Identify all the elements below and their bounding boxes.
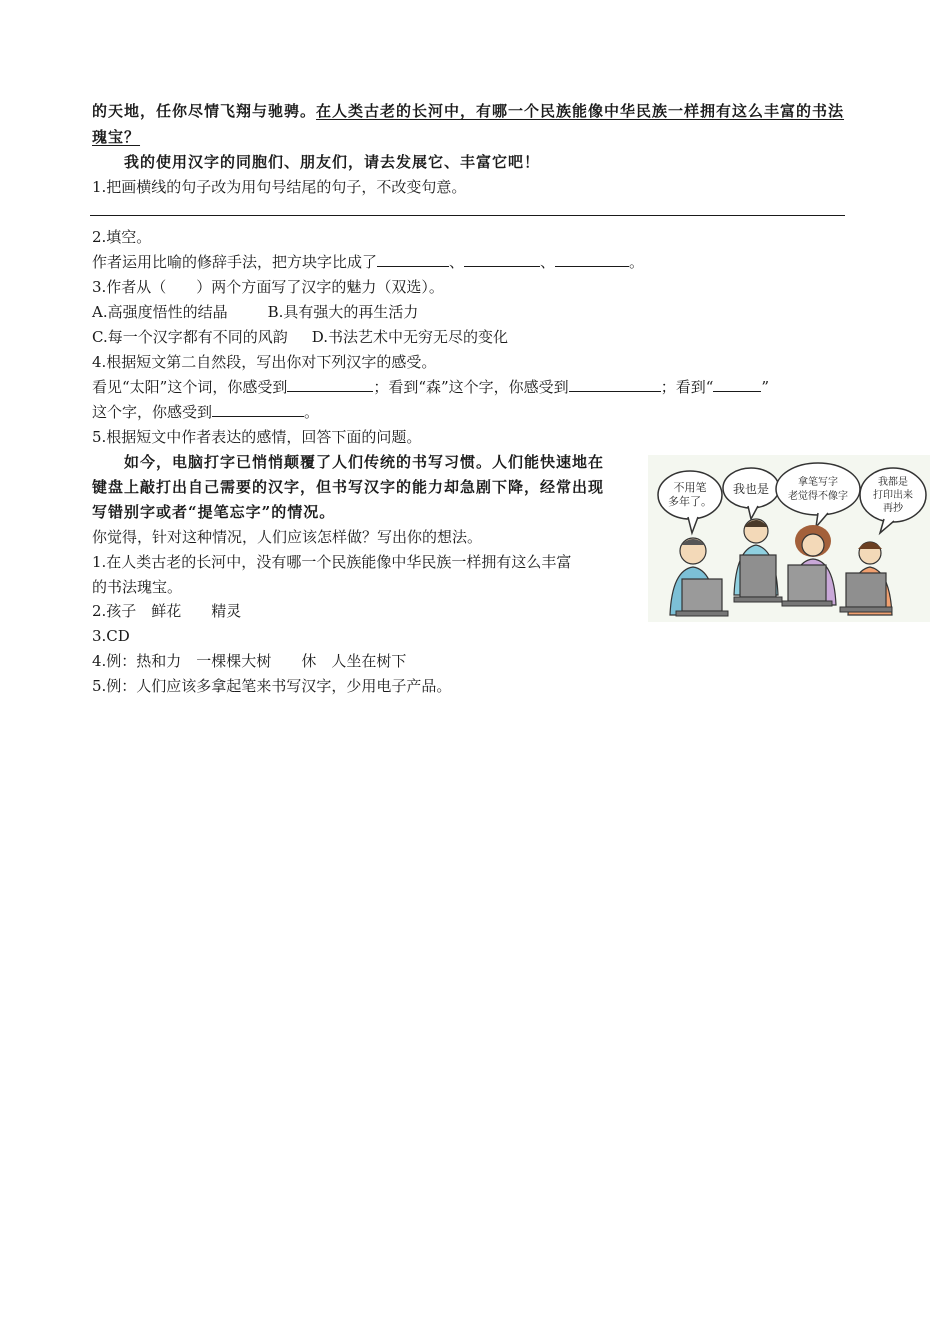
answer-line[interactable] [90,215,845,216]
answer-1-line-2: 的书法瑰宝。 [92,578,183,596]
q4-end: 。 [304,403,320,421]
bubble-1-text: 不用笔 [673,481,707,494]
laptop-3 [782,565,832,606]
underlined-sentence: 在人类古老的长河中，有哪一个民族能像中华民族一样拥有这么丰富的书法 [316,102,845,120]
blank-1[interactable] [377,252,449,267]
passage-text: 的天地，任你尽情飞翔与驰骋。 [92,102,317,120]
q5-paragraph-2: 键盘上敲打出自己需要的汉字，但书写汉字的能力却急剧下降，经常出现 [92,478,605,496]
q4-part-3: ；看到“ [660,378,714,396]
svg-text:老觉得不像字: 老觉得不像字 [788,491,848,502]
blank-char[interactable] [713,377,761,392]
answer-2: 2.孩子 鲜花 精灵 [92,602,242,620]
q5-prompt: 你觉得，针对这种情况，人们应该怎样做？写出你的想法。 [92,528,483,546]
q4-part-2: ；看到“森”这个字，你感受到 [373,378,569,396]
laptop-1 [676,579,728,616]
question-5: 5.根据短文中作者表达的感情，回答下面的问题。 [92,428,422,446]
option-c[interactable]: C.每一个汉字都有不同的风韵 [92,328,288,346]
passage-line-3: 我的使用汉字的同胞们、朋友们，请去发展它、丰富它吧！ [124,153,541,171]
bubble-4-text: 我都是 [878,477,908,488]
separator: 、 [540,253,556,271]
question-4: 4.根据短文第二自然段，写出你对下列汉字的感受。 [92,353,437,371]
q5-paragraph-3: 写错别字或者“提笔忘字”的情况。 [92,503,336,521]
laptop-4 [840,573,892,612]
end-mark: 。 [629,253,645,271]
separator: 、 [449,253,465,271]
question-1: 1.把画横线的句子改为用句号结尾的句子，不改变句意。 [92,178,467,196]
question-4-line-2 [92,402,319,422]
blank-sun[interactable] [287,377,373,392]
q4-part-1: 看见“太阳”这个词，你感受到 [92,378,288,396]
answer-1-line-1: 1.在人类古老的长河中，没有哪一个民族能像中华民族一样拥有这么丰富 [92,553,572,571]
cartoon-illustration [648,455,930,622]
bubble-3-text: 拿笔写字 [798,477,838,488]
blank-2[interactable] [464,252,540,267]
underlined-sentence-end: 瑰宝？ [92,128,141,146]
passage-line-1 [92,101,844,121]
q3-options-row-2 [92,327,508,347]
svg-text:打印出来: 打印出来 [873,490,913,501]
svg-text:多年了。: 多年了。 [668,495,712,508]
answer-5: 5.例：人们应该多拿起笔来书写汉字，少用电子产品。 [92,677,452,695]
q4-line2-text: 这个字，你感受到 [92,403,213,421]
option-b[interactable]: B.具有强大的再生活力 [267,303,419,321]
option-d[interactable]: D.书法艺术中无穷无尽的变化 [311,328,508,346]
question-4-line-1 [92,377,769,397]
blank-feeling[interactable] [212,402,304,417]
q5-paragraph-1: 如今，电脑打字已悄悄颠覆了人们传统的书写习惯。人们能快速地在 [124,453,605,471]
laptop-2 [734,555,782,602]
passage-line-2 [92,127,140,147]
q4-part-4: ” [761,378,770,396]
answer-4: 4.例：热和力 一棵棵大树 休 人坐在树下 [92,652,407,670]
bubble-2-text: 我也是 [732,482,770,496]
blank-sen[interactable] [569,377,661,392]
question-2-title: 2.填空。 [92,228,152,246]
question-2-text [92,252,644,272]
question-3: 3.作者从（ ）两个方面写了汉字的魅力（双选）。 [92,278,444,296]
svg-text:再抄: 再抄 [883,503,903,514]
q3-options-row-1 [92,302,418,322]
q2-prompt: 作者运用比喻的修辞手法，把方块字比成了 [92,253,378,271]
blank-3[interactable] [555,252,629,267]
answer-3: 3.CD [92,627,130,645]
option-a[interactable]: A.高强度悟性的结晶 [92,303,228,321]
